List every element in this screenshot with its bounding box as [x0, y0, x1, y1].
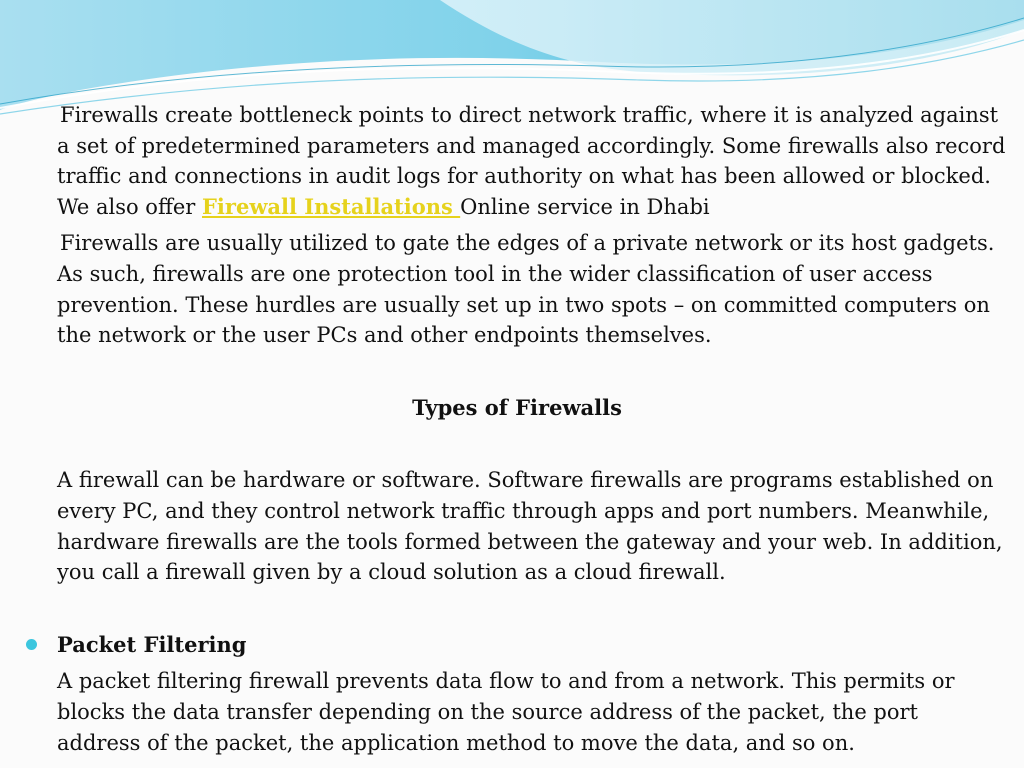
bullet-item-packet-filtering: Packet Filtering [57, 630, 1007, 661]
bullet-dot-icon [26, 639, 37, 650]
paragraph-intro: Firewalls create bottleneck points to direct network traffic, where it is analyzed against a set of predetermined parameters and managed accordingly. Some firewalls also record traffic and connections in audit logs for authority on what has been allowed or blocked. We also offer Firewall Installations Online service in Dhabi [57, 103, 1006, 219]
section-heading: Types of Firewalls [412, 394, 622, 420]
paragraph-packet-filtering: A packet filtering firewall prevents data flow to and from a network. This permits or blocks the data transfer depending on the source address of the packet, the port address of the packet, the application method to move the data, and so on. [57, 669, 955, 755]
paragraph-types: A firewall can be hardware or software. Software firewalls are programs established on every PC, and they control network traffic through apps and port numbers. Meanwhile, hardware firewalls are the tools formed between the gateway and your web. In addition, you call a firewall given by a cloud solution as a cloud firewall. [57, 468, 1003, 585]
firewall-installations-link[interactable]: Firewall Installations [202, 193, 461, 219]
slide-content [57, 100, 1007, 758]
paragraph-usage: Firewalls are usually utilized to gate the edges of a private network or its host gadgets. As such, firewalls are one protection tool in the wider classification of user access prevention. These hurdles are usually set up in two spots – on committed computers on the network or the user PCs and other endpoints themselves. [57, 231, 995, 348]
